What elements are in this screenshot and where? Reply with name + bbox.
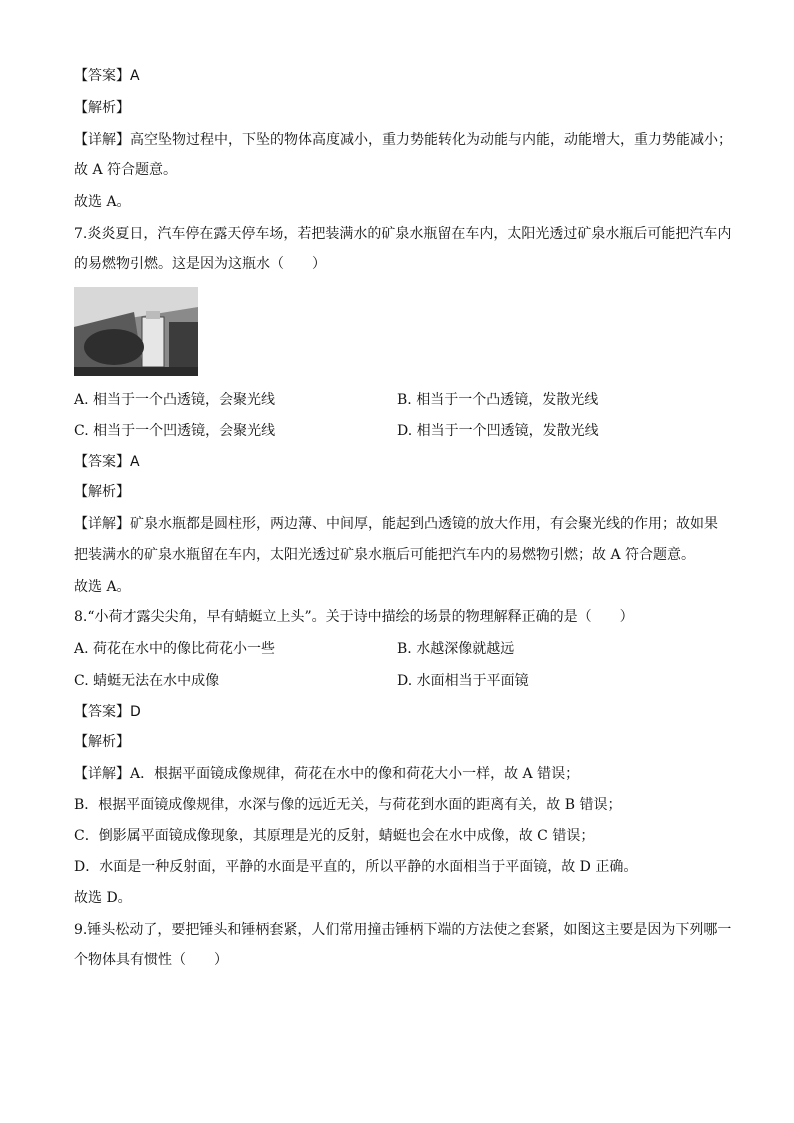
q6-detail-line-2: 故 A 符合题意。 [74, 162, 178, 178]
q7-stem-line-1: 7.炎炎夏日，汽车停在露天停车场，若把装满水的矿泉水瓶留在车内，太阳光透过矿泉水瓶后可能把汽车内 [74, 226, 732, 242]
q7-option-b: B. 相当于一个凸透镜，发散光线 [397, 392, 599, 408]
q8-answer: 【答案】D [74, 704, 141, 720]
q8-detail-line-2: B．根据平面镜成像规律，水深与像的远近无关，与荷花到水面的距离有关，故 B 错误； [74, 797, 622, 813]
q6-answer: 【答案】A [74, 68, 140, 84]
q6-analysis: 【解析】 [74, 100, 130, 116]
q8-analysis: 【解析】 [74, 734, 130, 750]
q7-option-c: C. 相当于一个凹透镜，会聚光线 [74, 423, 276, 439]
bottle-in-car-photo [74, 287, 198, 376]
q9-stem-line-1: 9.锤头松动了，要把锤头和锤柄套紧，人们常用撞击锤柄下端的方法使之套紧，如图这主要是因为下列哪一 [74, 922, 732, 938]
q8-detail-line-4: D．水面是一种反射面，平静的水面是平直的，所以平静的水面相当于平面镜，故 D 正确。 [74, 859, 638, 875]
q6-detail-line-1: 【详解】高空坠物过程中，下坠的物体高度减小，重力势能转化为动能与内能，动能增大，重力势能减小； [74, 132, 732, 148]
q8-detail-line-1: 【详解】A．根据平面镜成像规律，荷花在水中的像和荷花大小一样，故 A 错误； [74, 766, 580, 782]
q8-choose: 故选 D。 [74, 890, 132, 906]
q7-choose: 故选 A。 [74, 579, 131, 595]
q6-choose: 故选 A。 [74, 194, 131, 210]
q9-stem-line-2: 个物体具有惯性（ ） [74, 952, 228, 968]
q7-detail-line-2: 把装满水的矿泉水瓶留在车内，太阳光透过矿泉水瓶后可能把汽车内的易燃物引燃；故 A 符合题意。 [74, 547, 696, 563]
q8-detail-line-3: C．倒影属平面镜成像现象，其原理是光的反射，蜻蜓也会在水中成像，故 C 错误； [74, 828, 595, 844]
q7-answer: 【答案】A [74, 454, 140, 470]
q8-option-d: D. 水面相当于平面镜 [397, 673, 529, 689]
q8-option-b: B. 水越深像就越远 [397, 641, 515, 657]
q7-detail-line-1: 【详解】矿泉水瓶都是圆柱形，两边薄、中间厚，能起到凸透镜的放大作用，有会聚光线的作用；故如果 [74, 516, 718, 532]
q7-analysis: 【解析】 [74, 484, 130, 500]
q8-option-c: C. 蜻蜓无法在水中成像 [74, 673, 220, 689]
q7-option-a: A. 相当于一个凸透镜，会聚光线 [74, 392, 276, 408]
q8-stem: 8.“小荷才露尖尖角，早有蜻蜓立上头”。关于诗中描绘的场景的物理解释正确的是（ ） [74, 609, 634, 625]
q8-option-a: A. 荷花在水中的像比荷花小一些 [74, 641, 276, 657]
q7-option-d: D. 相当于一个凹透镜，发散光线 [397, 423, 599, 439]
q7-stem-line-2: 的易燃物引燃。这是因为这瓶水（ ） [74, 256, 326, 272]
